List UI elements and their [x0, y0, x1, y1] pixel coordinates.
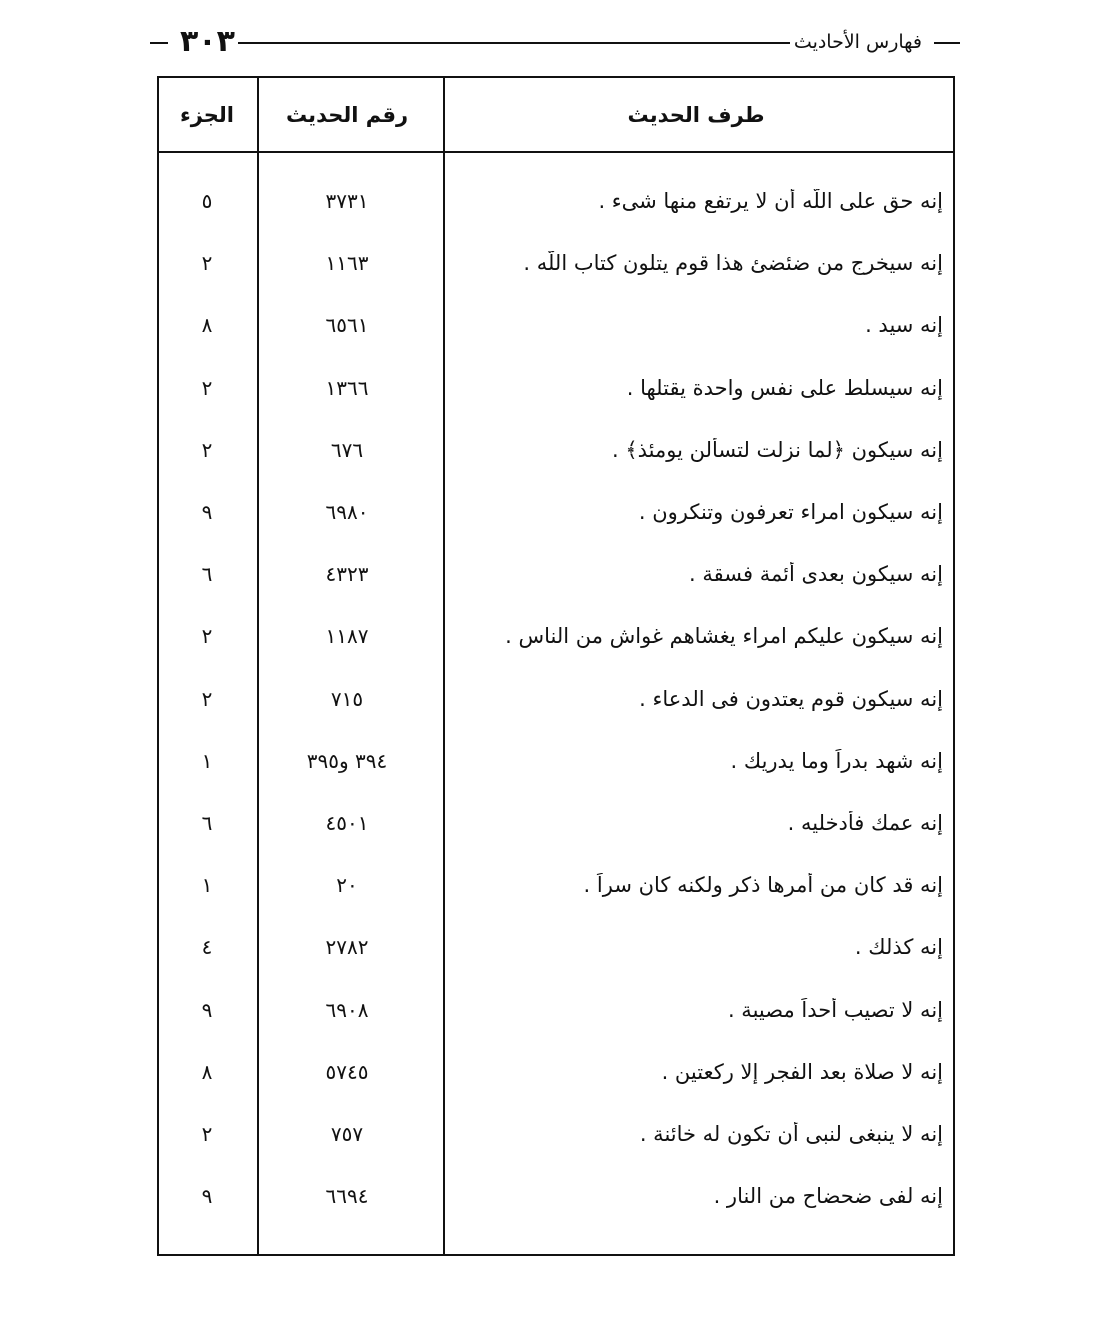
- volume-number: ٦: [201, 810, 213, 835]
- volume-number: ١: [201, 873, 213, 898]
- table-row: [159, 1103, 953, 1165]
- table-row: [159, 1041, 953, 1103]
- hadith-number: ٤٥٠١: [325, 810, 369, 835]
- volume-number: ٨: [201, 1059, 213, 1084]
- column-header-volume: الجزء: [179, 102, 235, 127]
- volume-number: ١: [201, 748, 213, 773]
- hadith-text: إنه سيكون امراء تعرفون وتنكرون .: [638, 500, 943, 525]
- hadith-text: إنه سيكون بعدى أئمة فسقة .: [689, 562, 943, 587]
- table-row: [159, 854, 953, 916]
- hadith-text: إنه سيد .: [865, 313, 943, 338]
- hadith-number: ٥٧٤٥: [325, 1059, 369, 1084]
- hadith-number: ٧٥٧: [330, 1121, 364, 1146]
- hadith-number: ٢٠: [336, 873, 358, 898]
- table-row: [159, 232, 953, 294]
- table-row: [159, 605, 953, 667]
- hadith-text: إنه سيخرج من ضئضئ هذا قوم يتلون كتاب اللَّه .: [523, 251, 943, 276]
- table-row: [159, 419, 953, 481]
- header-rule: [238, 42, 790, 44]
- volume-number: ٤: [201, 935, 213, 960]
- hadith-number: ١١٦٣: [325, 251, 369, 276]
- hadith-number: ٦٩٨٠: [325, 500, 369, 525]
- hadith-text: إنه حق على اللَّه أن لا يرتفع منها شىء .: [598, 189, 943, 214]
- volume-number: ٨: [201, 313, 213, 338]
- volume-number: ٥: [201, 189, 213, 214]
- table-row: [159, 481, 953, 543]
- column-header-hadith-number: رقم الحديث: [285, 102, 409, 127]
- hadith-index-table: [157, 76, 955, 1256]
- hadith-number: ١١٨٧: [325, 624, 369, 649]
- header-dash-left: [150, 42, 168, 44]
- hadith-number: ٦٩٠٨: [325, 997, 369, 1022]
- hadith-number: ٣٧٣١: [325, 189, 369, 214]
- table-row: [159, 543, 953, 605]
- table-header-row: [159, 78, 953, 153]
- page-header: [150, 22, 960, 62]
- table-row: [159, 1165, 953, 1227]
- volume-number: ٢: [201, 375, 213, 400]
- table-body: [159, 170, 953, 1227]
- hadith-number: ٢٧٨٢: [325, 935, 369, 960]
- volume-number: ٢: [201, 686, 213, 711]
- volume-number: ٢: [201, 624, 213, 649]
- hadith-number: ٧١٥: [330, 686, 364, 711]
- hadith-number: ٦٥٦١: [325, 313, 369, 338]
- hadith-text: إنه سيسلط على نفس واحدة يقتلها .: [626, 375, 943, 400]
- hadith-text: إنه لفى ضحضاح من النار .: [713, 1184, 943, 1209]
- hadith-text: إنه شهد بدراً وما يدريك .: [730, 748, 943, 773]
- table-row: [159, 730, 953, 792]
- volume-number: ٩: [201, 997, 213, 1022]
- hadith-text: إنه لا صلاة بعد الفجر إلا ركعتين .: [661, 1059, 943, 1084]
- hadith-text: إنه سيكون قوم يعتدون فى الدعاء .: [639, 686, 943, 711]
- column-header-hadith-text: طرف الحديث: [627, 102, 765, 127]
- volume-number: ٢: [201, 437, 213, 462]
- hadith-text: إنه كذلك .: [854, 935, 943, 960]
- hadith-text: إنه عمك فأدخليه .: [787, 810, 943, 835]
- page-number: ٣٠٣: [180, 24, 235, 59]
- table-row: [159, 357, 953, 419]
- hadith-text: إنه قد كان من أمرها ذكر ولكنه كان سراً .: [583, 873, 943, 898]
- table-row: [159, 170, 953, 232]
- hadith-number: ٦٧٦: [330, 437, 364, 462]
- hadith-number: ٦٦٩٤: [325, 1184, 369, 1209]
- volume-number: ٢: [201, 1121, 213, 1146]
- hadith-number: ٣٩٤ و٣٩٥: [306, 748, 388, 773]
- table-row: [159, 668, 953, 730]
- volume-number: ٦: [201, 562, 213, 587]
- running-title: فهارس الأحاديث: [793, 31, 922, 53]
- hadith-text: إنه لا تصيب أحداً مصيبة .: [727, 997, 943, 1022]
- volume-number: ٢: [201, 251, 213, 276]
- table-row: [159, 916, 953, 978]
- table-row: [159, 294, 953, 356]
- header-dash-right: [934, 42, 960, 44]
- table-row: [159, 792, 953, 854]
- hadith-text: إنه لا ينبغى لنبى أن تكون له خائنة .: [639, 1121, 943, 1146]
- hadith-text: إنه سيكون ﴿لما نزلت لتسألن يومئذ﴾ .: [611, 437, 943, 462]
- hadith-text: إنه سيكون عليكم امراء يغشاهم غواش من الناس .: [505, 624, 943, 649]
- volume-number: ٩: [201, 1184, 213, 1209]
- table-row: [159, 978, 953, 1040]
- hadith-number: ٤٣٢٣: [325, 562, 369, 587]
- volume-number: ٩: [201, 500, 213, 525]
- hadith-number: ١٣٦٦: [325, 375, 369, 400]
